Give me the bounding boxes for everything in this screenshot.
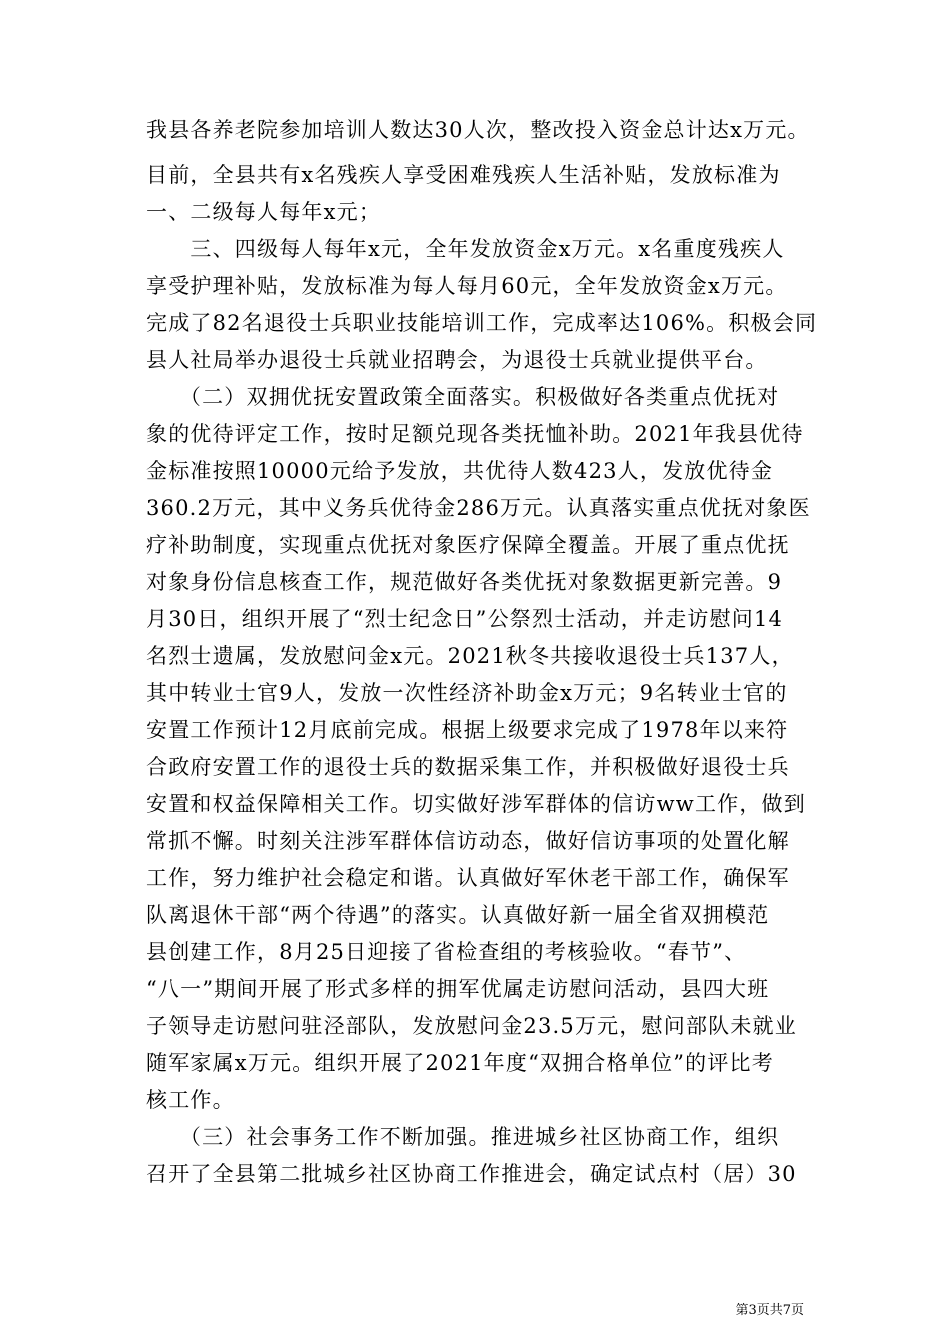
text-line: 常抓不懈。时刻关注涉军群体信访动态，做好信访事项的处置化解 [146,829,790,853]
text-line: 我县各养老院参加培训人数达30人次，整改投入资金总计达x万元。 [146,118,810,142]
text-line: 其中转业士官9人，发放一次性经济补助金x万元；9名转业士官的 [146,681,788,705]
text-line: 360.2万元，其中义务兵优待金286万元。认真落实重点优抚对象医 [146,496,811,520]
text-line: 月30日，组织开展了“烈士纪念日”公祭烈士活动，并走访慰问14 [146,607,784,631]
text-line: 队离退休干部“两个待遇”的落实。认真做好新一届全省双拥模范 [146,903,770,927]
text-line: 安置和权益保障相关工作。切实做好涉军群体的信访ww工作，做到 [146,792,806,816]
text-line: 名烈士遗属，发放慰问金x元。2021秋冬共接收退役士兵137人， [146,644,794,668]
text-line: 召开了全县第二批城乡社区协商工作推进会，确定试点村（居）30 [146,1162,797,1186]
text-line: 完成了82名退役士兵职业技能培训工作，完成率达106%。积极会同 [146,311,818,335]
text-line: 三、四级每人每年x元，全年发放资金x万元。x名重度残疾人 [146,237,785,261]
text-line: 目前，全县共有x名残疾人享受困难残疾人生活补贴，发放标准为 [146,163,781,187]
text-line: （二）双拥优抚安置政策全面落实。积极做好各类重点优抚对 [146,385,780,409]
text-line: 安置工作预计12月底前完成。根据上级要求完成了1978年以来符 [146,718,789,742]
text-line: 一、二级每人每年x元； [146,200,382,224]
text-line: 随军家属x万元。组织开展了2021年度“双拥合格单位”的评比考 [146,1051,774,1075]
text-line: 工作，努力维护社会稳定和谐。认真做好军休老干部工作，确保军 [146,866,790,890]
text-line: 子领导走访慰问驻泾部队，发放慰问金23.5万元，慰问部队未就业 [146,1014,797,1038]
text-line: 享受护理补贴，发放标准为每人每月60元，全年发放资金x万元。 [146,274,788,298]
text-line: 象的优待评定工作，按时足额兑现各类抚恤补助。2021年我县优待 [146,422,804,446]
text-line: “八一”期间开展了形式多样的拥军优属走访慰问活动，县四大班 [146,977,770,1001]
text-line: 对象身份信息核查工作，规范做好各类优抚对象数据更新完善。9 [146,570,783,594]
text-line: （三）社会事务工作不断加强。推进城乡社区协商工作，组织 [146,1125,780,1149]
text-line: 合政府安置工作的退役士兵的数据采集工作，并积极做好退役士兵 [146,755,790,779]
text-line: 金标准按照10000元给予发放，共优待人数423人，发放优待金 [146,459,774,483]
page-number: 第3页共7页 [735,1303,804,1318]
text-line: 疗补助制度，实现重点优抚对象医疗保障全覆盖。开展了重点优抚 [146,533,790,557]
text-line: 县创建工作，8月25日迎接了省检查组的考核验收。“春节”、 [146,940,747,964]
text-line: 核工作。 [146,1088,235,1112]
text-line: 县人社局举办退役士兵就业招聘会，为退役士兵就业提供平台。 [146,348,768,372]
